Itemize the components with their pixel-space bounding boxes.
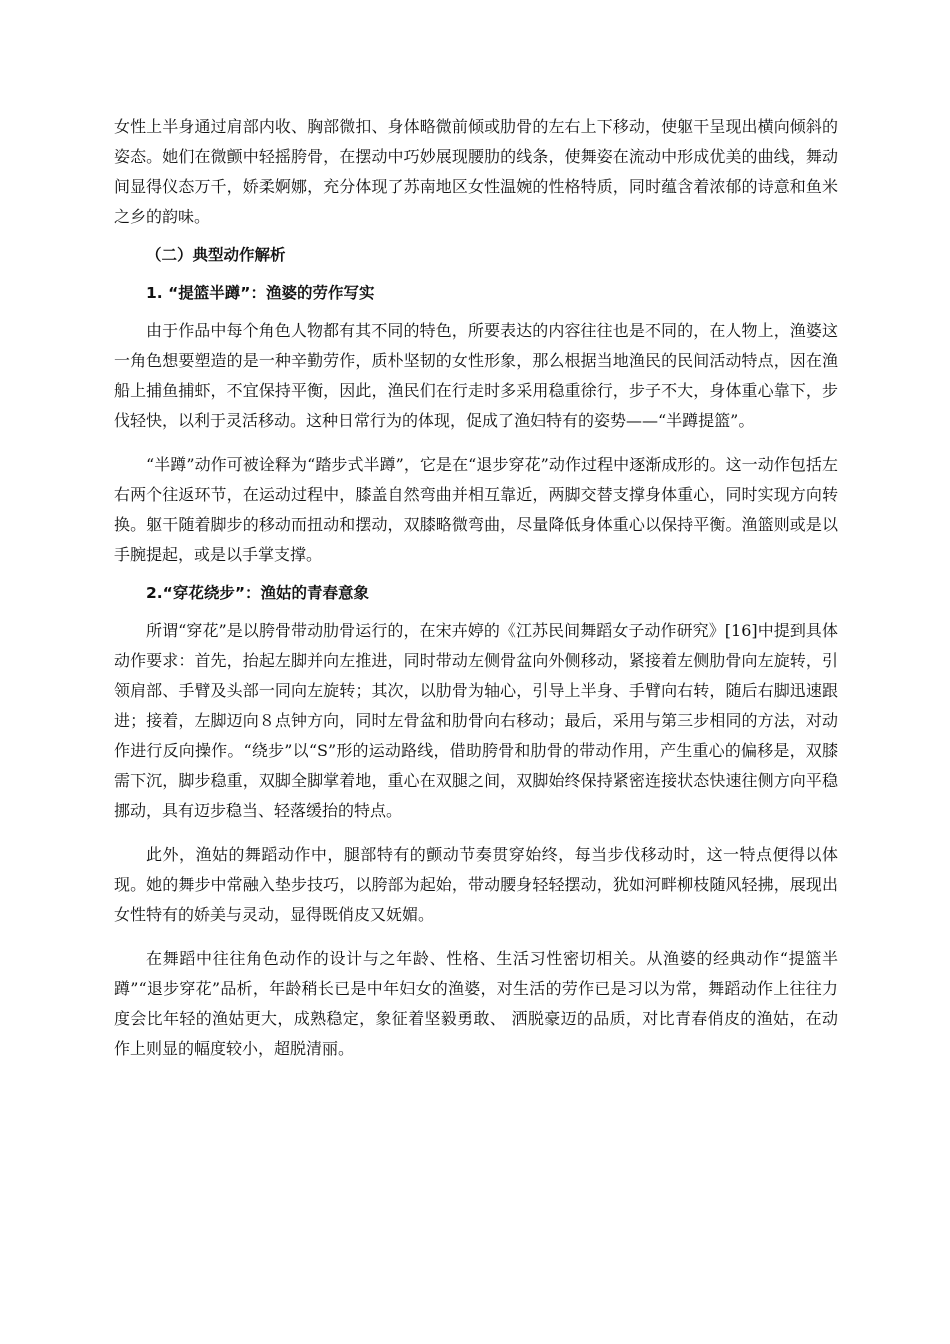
paragraph-4: 此外，渔姑的舞蹈动作中，腿部特有的颤动节奏贯穿始终，每当步伐移动时，这一特点便得以体现。她的舞步中常融入垫步技巧，以胯部为起始，带动腰身轻轻摆动，犹如河畔柳枝随风轻拂，展现出女性特有的娇美与灵动，显得既俏皮又妩媚。 bbox=[114, 845, 838, 924]
paragraph-3: 所谓“穿花”是以胯骨带动肋骨运行的，在宋卉婷的《江苏民间舞蹈女子动作研究》[16]中提到具体动作要求：首先，抬起左脚并向左推进，同时带动左侧骨盆向外侧移动，紧接着左侧肋骨向左旋转，引领肩部、手臂及头部一同向左旋转；其次，以肋骨为轴心，引导上半身、手臂向右转，随后右脚迅速跟进；接着，左脚迈向８点钟方向，同时左骨盆和肋骨向右移动；最后，采用与第三步相同的方法，对动作进行反向操作。“绕步”以“S”形的运动路线，借助胯骨和肋骨的带动作用，产生重心的偏移是，双膝需下沉，脚步稳重，双脚全脚掌着地，重心在双腿之间，双脚始终保持紧密连接状态快速往侧方向平稳挪动，具有迈步稳当、轻落缓抬的特点。 bbox=[114, 621, 838, 820]
subsection-heading-1: 1. “提篮半蹲”：渔婆的劳作写实 bbox=[146, 284, 375, 302]
section-heading: （二）典型动作解析 bbox=[146, 246, 286, 264]
document-page bbox=[114, 112, 838, 1064]
subsection-heading-2: 2.“穿花绕步”：渔姑的青春意象 bbox=[146, 584, 370, 602]
paragraph-2: “半蹲”动作可被诠释为“踏步式半蹲”，它是在“退步穿花”动作过程中逐渐成形的。这一动作包括左右两个往返环节，在运动过程中，膝盖自然弯曲并相互靠近，两脚交替支撑身体重心，同时实现方向转换。躯干随着脚步的移动而扭动和摆动，双膝略微弯曲，尽量降低身体重心以保持平衡。渔篮则或是以手腕提起，或是以手掌支撑。 bbox=[114, 455, 838, 564]
paragraph-5: 在舞蹈中往往角色动作的设计与之年龄、性格、生活习性密切相关。从渔婆的经典动作“提篮半蹲”“退步穿花”品析，年龄稍长已是中年妇女的渔婆，对生活的劳作已是习以为常，舞蹈动作上往往力度会比年轻的渔姑更大，成熟稳定，象征着坚毅勇敢、 洒脱豪迈的品质，对比青春俏皮的渔姑，在动作上则显的幅度较小，超脱清丽。 bbox=[114, 949, 838, 1058]
paragraph-intro: 女性上半身通过肩部内收、胸部微扣、身体略微前倾或肋骨的左右上下移动，使躯干呈现出横向倾斜的姿态。她们在微颤中轻摇胯骨，在摆动中巧妙展现腰肋的线条，使舞姿在流动中形成优美的曲线，舞动间显得仪态万千，娇柔婀娜，充分体现了苏南地区女性温婉的性格特质，同时蕴含着浓郁的诗意和鱼米之乡的韵味。 bbox=[114, 117, 838, 226]
paragraph-1: 由于作品中每个角色人物都有其不同的特色，所要表达的内容往往也是不同的，在人物上，渔婆这一角色想要塑造的是一种辛勤劳作，质朴坚韧的女性形象，那么根据当地渔民的民间活动特点，因在渔船上捕鱼捕虾，不宜保持平衡，因此，渔民们在行走时多采用稳重徐行，步子不大，身体重心靠下，步伐轻快，以利于灵活移动。这种日常行为的体现，促成了渔妇特有的姿势——“半蹲提篮”。 bbox=[114, 321, 838, 430]
